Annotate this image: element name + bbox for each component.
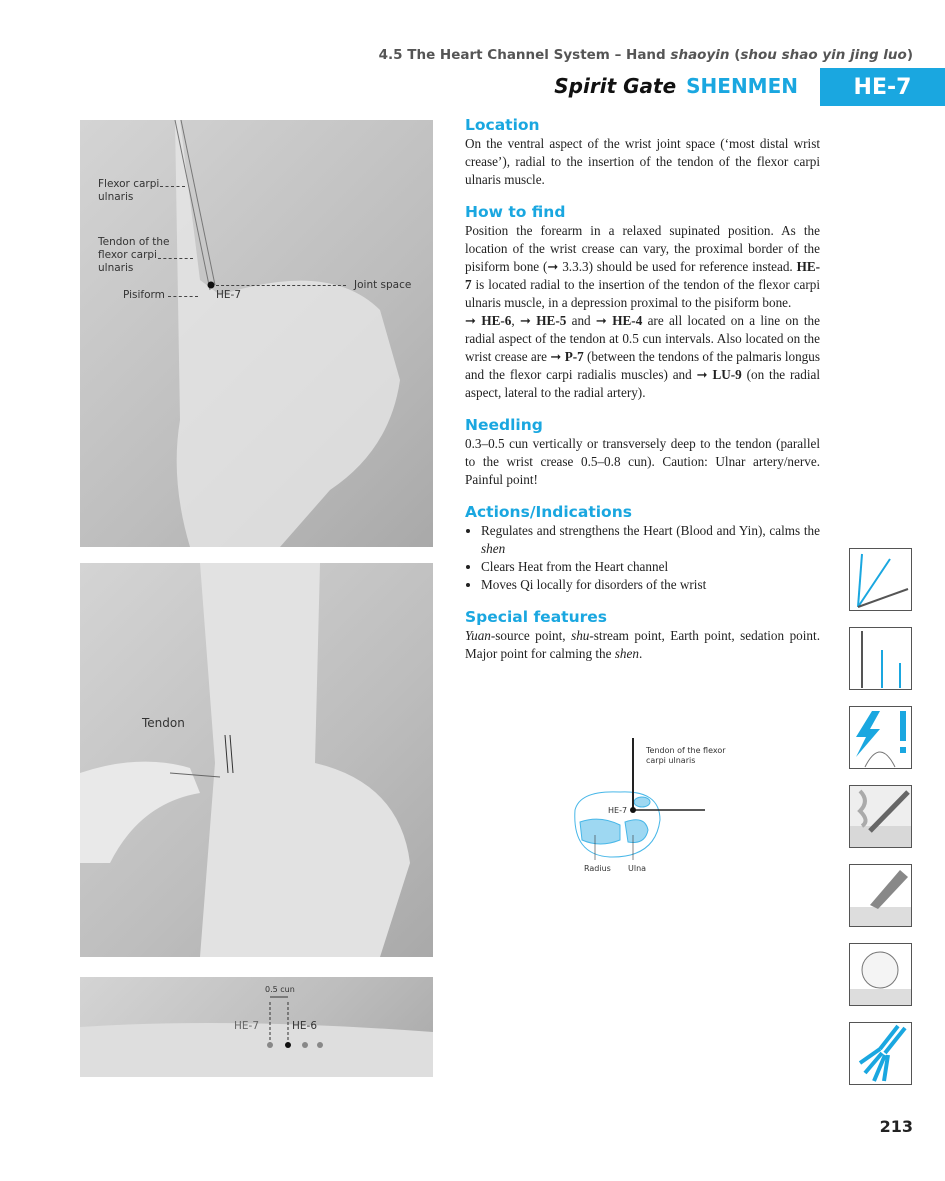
label-ulna: Ulna xyxy=(628,864,647,873)
point-title: Spirit Gate SHENMEN xyxy=(554,74,798,98)
cross-section-diagram xyxy=(560,730,730,880)
caution-lightning-icon xyxy=(849,706,912,769)
location-text: On the ventral aspect of the wrist joint space (‘most distal wrist crease’), radial to the insertion of the tendon of the flexor carpi ulnaris muscle. xyxy=(465,136,820,187)
label-he7: HE-7 xyxy=(216,289,241,301)
bloodletting-icon xyxy=(849,864,912,927)
wrist-photo-1 xyxy=(80,120,433,547)
wrist-photo-needling xyxy=(80,563,433,957)
section-needling xyxy=(465,416,820,489)
label-flexor: Flexor carpi ulnaris xyxy=(98,178,160,203)
list-item: • Moves Qi locally for disorders of the wrist xyxy=(481,576,820,594)
heading-needling: Needling xyxy=(465,416,543,434)
needle-angle-icon xyxy=(849,548,912,611)
list-item: • Clears Heat from the Heart channel xyxy=(481,558,820,576)
special-text: Yuan-source point, shu-stream point, Earth point, sedation point. Major point for calming the shen. xyxy=(465,628,820,661)
needling-text: 0.3–0.5 cun vertically or transversely deep to the tendon (parallel to the wrist crease 0.5–0.8 cun). Caution: Ulnar artery/nerve. Painful point! xyxy=(465,436,820,487)
moxibustion-icon xyxy=(849,785,912,848)
section-special xyxy=(465,608,820,663)
label-radius: Radius xyxy=(584,864,611,873)
label-pisiform: Pisiform xyxy=(123,289,165,301)
point-code-badge: HE-7 xyxy=(820,68,945,106)
section-location xyxy=(465,116,820,189)
page-number: 213 xyxy=(879,1117,913,1136)
label-joint-space: Joint space xyxy=(354,279,412,291)
label-distance: 0.5 cun xyxy=(265,985,295,994)
needle-depth-icon xyxy=(849,627,912,690)
how-to-find-p1: Position the forearm in a relaxed supinated position. As the location of the wrist crease can vary, the proximal border of the pisiform bone (➞ 3.3.3) should be used for reference instead. HE-7 is located radial to the insertion of the tendon of the flexor carpi ulnaris muscle, in a depression proximal to the pisiform bone. xyxy=(465,223,821,310)
heading-location: Location xyxy=(465,116,540,134)
label-tendon: Tendon of the flexor carpi ulnaris xyxy=(98,236,170,274)
section-actions xyxy=(465,503,820,594)
list-item: • Regulates and strengthens the Heart (Blood and Yin), calms the shen xyxy=(481,522,820,558)
how-to-find-p2: ➞ HE-6, ➞ HE-5 and ➞ HE-4 are all located on a line on the radial aspect of the tendon at 0.5 cun intervals. Also located on the wrist crease are ➞ P-7 (between the tendons of the palmaris longus and the flexor carpi radialis muscles) and ➞ LU-9 (on the radial aspect, lateral to the radial artery). xyxy=(465,313,821,400)
hand-needle-icon xyxy=(80,563,433,957)
main-text xyxy=(465,116,820,677)
heading-special: Special features xyxy=(465,608,607,626)
bone-structure-icon xyxy=(849,1022,912,1085)
heading-actions: Actions/Indications xyxy=(465,503,632,521)
label-he7: HE-7 xyxy=(608,806,628,815)
label-he7: HE-7 xyxy=(234,1020,259,1032)
forearm-photo xyxy=(80,977,433,1077)
label-tendon: Tendon xyxy=(142,716,185,730)
cupping-icon xyxy=(849,943,912,1006)
heading-how-to-find: How to find xyxy=(465,203,566,221)
section-how-to-find xyxy=(465,203,820,402)
running-header: 4.5 The Heart Channel System – Hand shaoyin (shou shao yin jing luo) xyxy=(378,47,913,63)
label-tendon: Tendon of the flexor carpi ulnaris xyxy=(646,746,726,765)
label-he6: HE-6 xyxy=(292,1020,317,1032)
